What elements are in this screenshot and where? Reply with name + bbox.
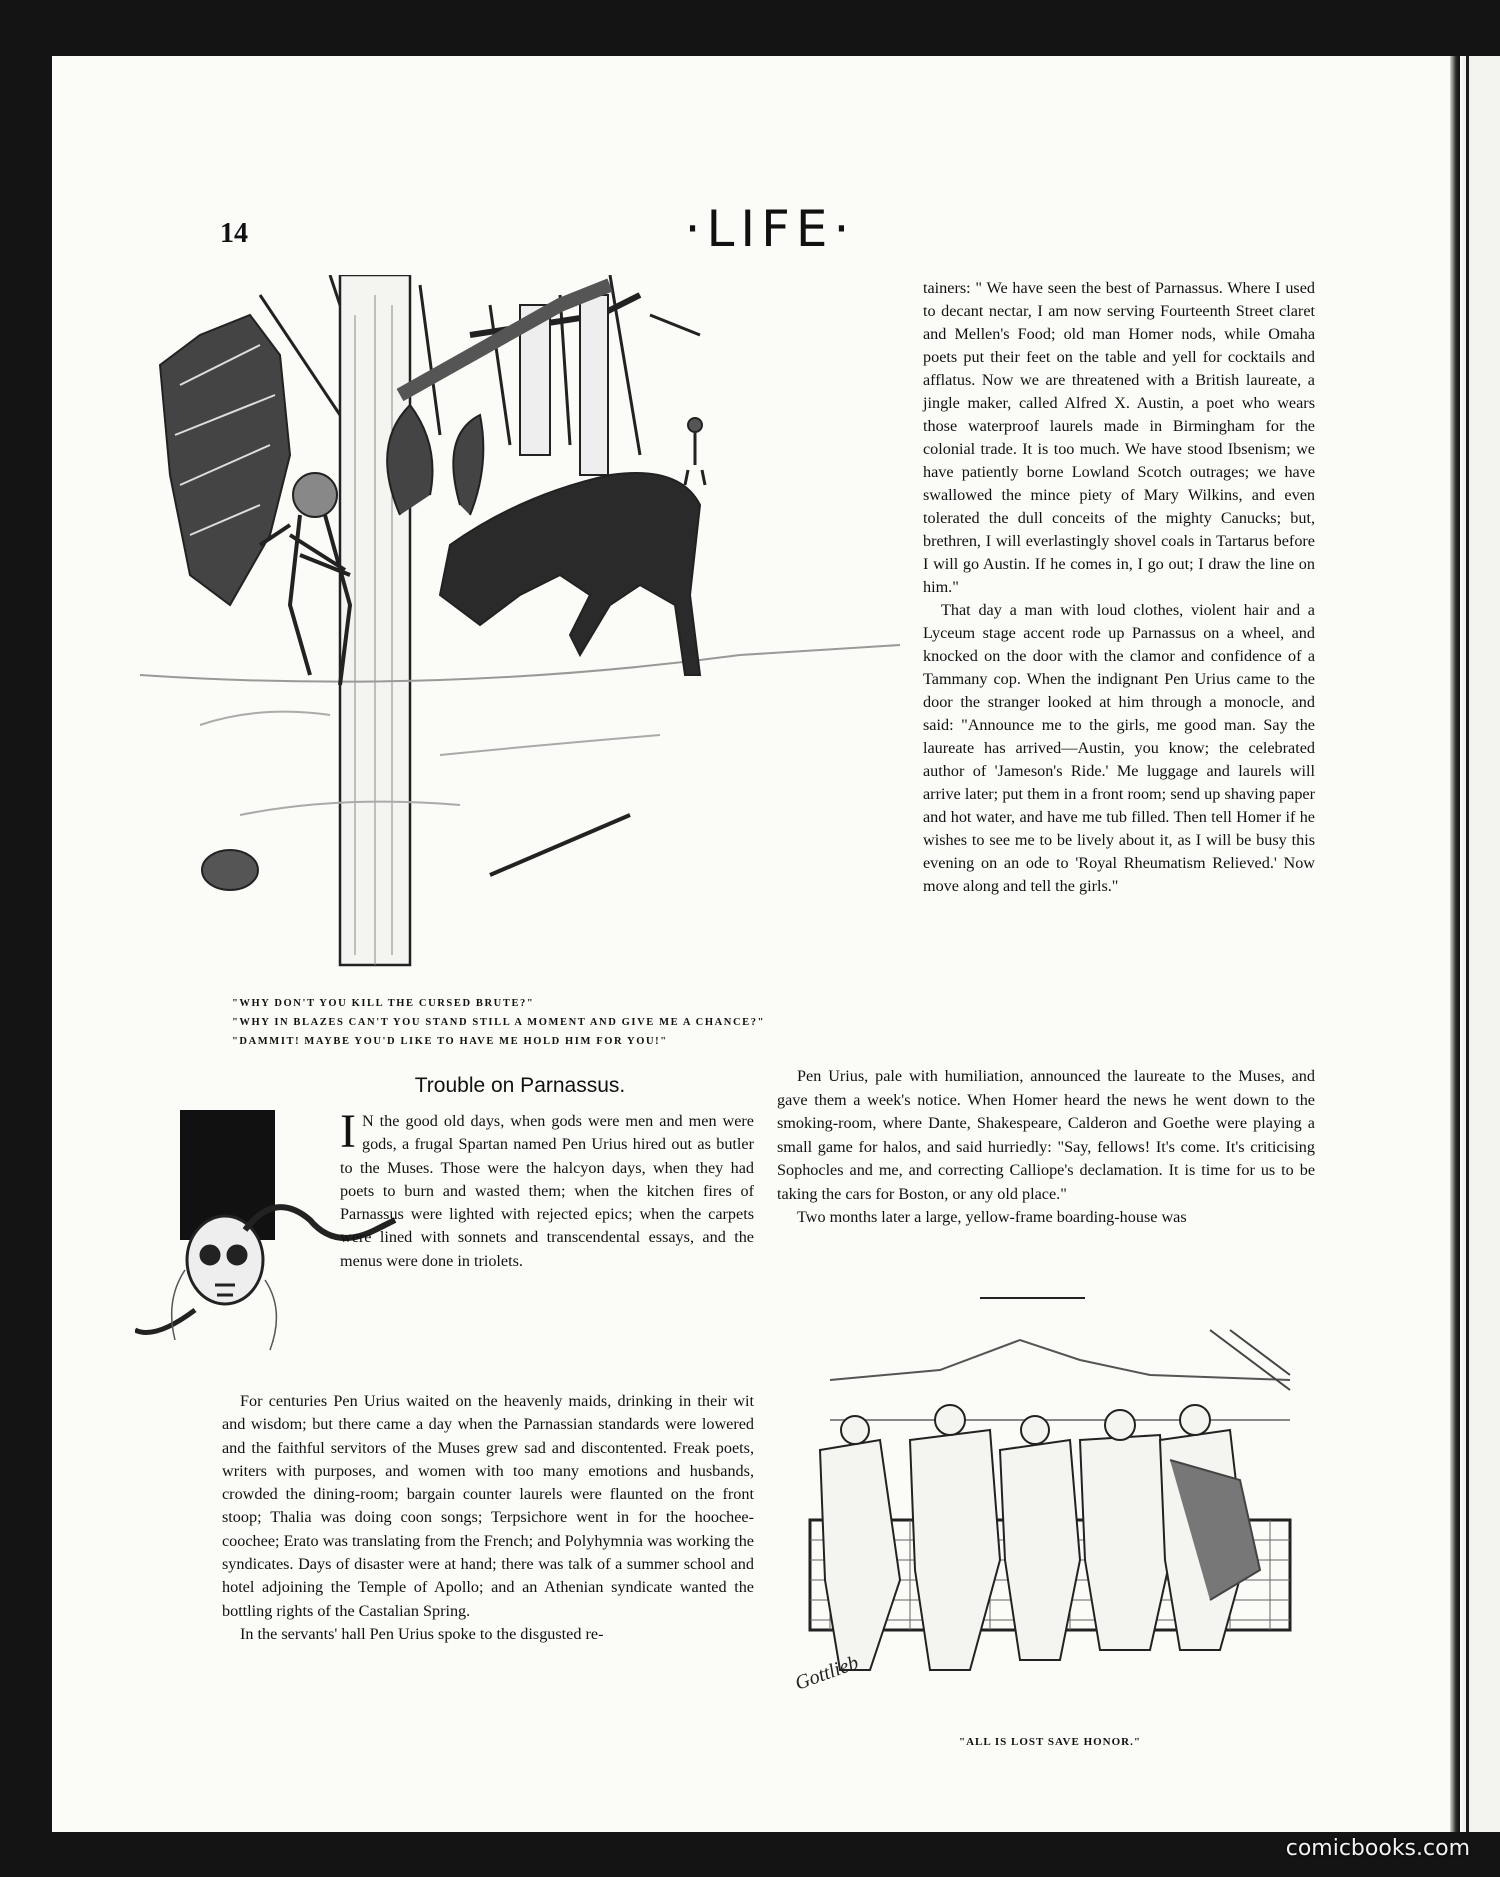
story-opening [340, 1105, 754, 1273]
facing-page-edge [1462, 56, 1500, 1832]
bottom-illustration-caption: "ALL IS LOST SAVE HONOR." [958, 1736, 1141, 1748]
page-number: 14 [220, 218, 248, 249]
ship-rail-illustration [790, 1320, 1310, 1720]
illustration-captions [232, 994, 892, 1051]
paragraph: Pen Urius, pale with humiliation, announced the laureate to the Muses, and gave them a week's notice. When Homer heard the news he went down to the smoking-room, where Dante, Shakespeare, Calderon and Goethe were playing a small game for halos, and said hurriedly: "Say, fellows! It's come. It's criticising Sophocles and me, and correcting Calliope's declamation. It is time for us to be taking the cars for Boston, or any old place." [777, 1067, 1315, 1203]
paragraph: tainers: " We have seen the best of Parnassus. Where I used to decant nectar, I am now serving Fourteenth Street claret and Mellen's Food; old man Homer nods, while Omaha poets put their feet on the table and yell for cocktails and afflatus. Now we are threatened with a British laureate, a jingle maker, called Alfred X. Austin, a poet who wears those waterproof laurels made in Birmingham for the colonial trade. It is too much. We have stood Ibsenism; we have patiently borne Lowland Scotch outrages; we have swallowed the mince piety of Mary Wilkins, and even tolerated the dull conceits of the mighty Canucks; but, brethren, I will everlastingly shovel coals in Tartarus before I will go Austin. If he comes in, I go out; I draw the line on him." [923, 279, 1315, 596]
artist-signature: Gottlieb [792, 1651, 862, 1695]
paragraph: N the good old days, when gods were men and men were gods, a frugal Spartan named Pen Urius hired out as butler to the Muses. Those were the halcyon days, when they had poets to burn and wasted them; when the kitchen fires of Parnassus were lighted with rejected epics; when the carpets were lined with sonnets and transcendental essays, and the menus were done in triolets. [340, 1112, 754, 1270]
caption-line: "WHY IN BLAZES CAN'T YOU STAND STILL A MOMENT AND GIVE ME A CHANCE?" [232, 1017, 766, 1028]
masthead-title: ·LIFE· [684, 200, 856, 258]
caption-line: "DAMMIT! MAYBE YOU'D LIKE TO HAVE ME HOLD HIM FOR YOU!" [232, 1036, 668, 1047]
right-column-text [923, 277, 1315, 898]
page-gutter [1450, 56, 1460, 1832]
section-rule [980, 1297, 1085, 1299]
paragraph: For centuries Pen Urius waited on the heavenly maids, drinking in their wit and wisdom; but there came a day when the Parnassian standards were lowered and the faithful servitors of the Muses grew sad and discontented. Freak poets, writers with purposes, and women with too many emotions and husbands, crowded the dining-room; bargain counter laurels were flaunted on the front stoop; Thalia was doing coon songs; Terpsichore went in for the hoochee-coochee; Erato was translating from the French; and Polyhymnia was working the syndicates. Days of disaster were at hand; there was talk of a summer school and hotel adjoining the Temple of Apollo; and an Athenian syndicate wanted the bottling rights of the Castalian Spring. [222, 1392, 754, 1620]
drop-cap: I [340, 1105, 356, 1158]
continued-text [777, 1065, 1315, 1230]
paragraph: In the servants' hall Pen Urius spoke to the disgusted re- [240, 1624, 604, 1643]
paragraph: That day a man with loud clothes, violent hair and a Lyceum stage accent rode up Parnassus on a wheel, and knocked on the door with the clamor and confidence of a Tammany cop. When the indignant Pen Urius came to the door the stranger looked at him through a monocle, and said: "Announce me to the girls, me good man. Say the laureate has arrived—Austin, you know; the celebrated author of 'Jameson's Ride.' Me luggage and laurels will arrive later; put them in a front room; send up shaving paper and hot water, and have me tub filled. Then tell Homer if he wishes to see me to be lively about it, as I will be busy this evening on an ode to 'Royal Rheumatism Relieved.' Now move along and tell the girls." [923, 601, 1315, 895]
story-title: Trouble on Parnassus. [414, 1074, 626, 1097]
moose-illustration [140, 275, 900, 975]
caption-line: "WHY DON'T YOU KILL THE CURSED BRUTE?" [232, 998, 535, 1009]
watermark: comicbooks.com [1285, 1836, 1470, 1861]
story-body [222, 1390, 754, 1646]
paragraph: Two months later a large, yellow-frame boarding-house was [797, 1208, 1187, 1226]
